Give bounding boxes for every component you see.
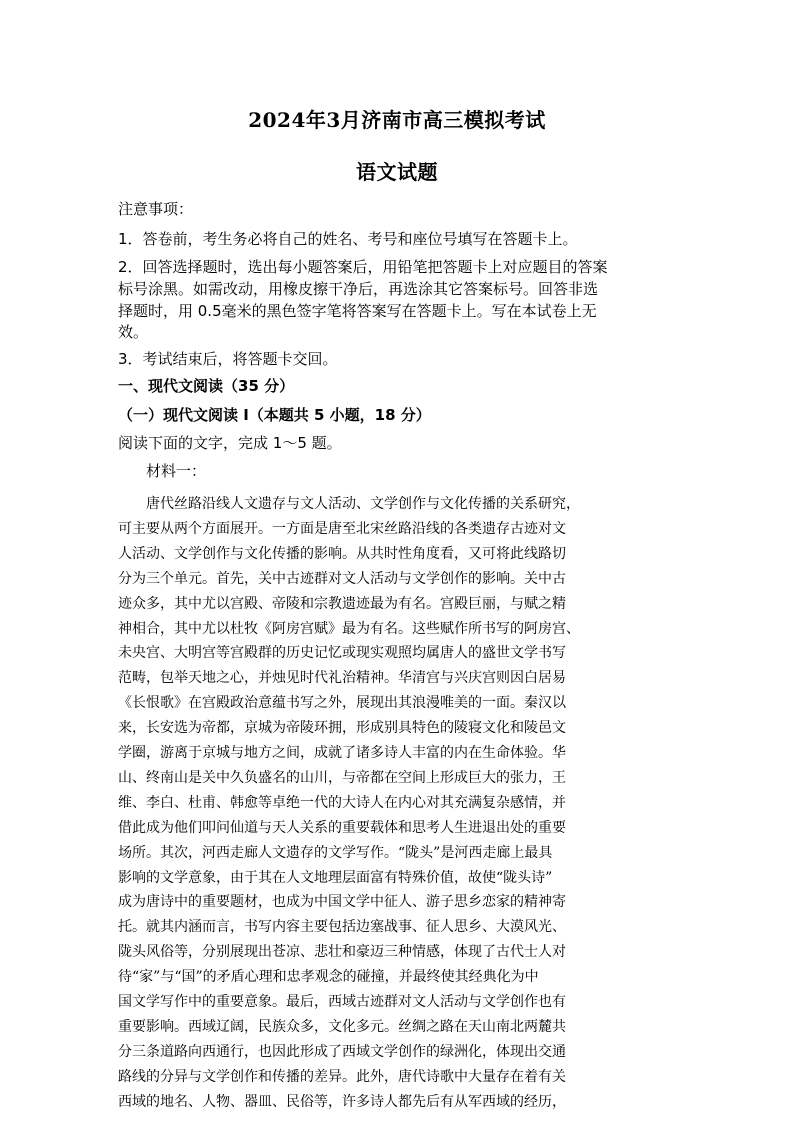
passage-line: 神相合，其中尤以杜牧《阿房宫赋》最为有名。这些赋作所书写的阿房宫、 bbox=[118, 620, 580, 637]
note-line: 标号涂黑。如需改动，用橡皮擦干净后，再选涂其它答案标号。回答非选 bbox=[118, 280, 599, 298]
passage-line: 国文学写作中的重要意象。最后，西域古迹群对文人活动与文学创作也有 bbox=[118, 994, 566, 1010]
passage-line: 学圈，游离于京城与地方之间，成就了诸多诗人丰富的内在生命体验。华 bbox=[118, 745, 566, 761]
passage-line: 陇头风俗等，分别展现出苍凉、悲壮和豪迈三种情感，体现了古代士人对 bbox=[118, 944, 566, 961]
passage-line: 影响的文学意象，由于其在人文地理层面富有特殊价值，故使“陇头诗” bbox=[118, 869, 553, 886]
passage-line: 托。就其内涵而言，书写内容主要包括边塞战事、征人思乡、大漠风光、 bbox=[118, 919, 566, 936]
passage-line: 重要影响。西域辽阔，民族众多，文化多元。丝绸之路在天山南北两麓共 bbox=[118, 1018, 566, 1035]
passage-line: 《长恨歌》在宫殿政治意蕴书写之外，展现出其浪漫唯美的一面。秦汉以 bbox=[118, 695, 566, 712]
passage-line: 维、李白、杜甫、韩愈等卓绝一代的大诗人在内心对其充满复杂感情，并 bbox=[118, 794, 566, 811]
passage-line: 西域的地名、人物、器皿、民俗等，许多诗人都先后有从军西域的经历， bbox=[118, 1093, 566, 1110]
passage-line: 成为唐诗中的重要题材，也成为中国文学中征人、游子思乡恋家的精神寄 bbox=[118, 894, 566, 911]
passage-line: 山、终南山是关中久负盛名的山川，与帝都在空间上形成巨大的张力，王 bbox=[118, 769, 566, 786]
passage-line: 唐代丝路沿线人文遗存与文人活动、文学创作与文化传播的关系研究， bbox=[146, 496, 580, 512]
note-line: 3．考试结束后，将答题卡交回。 bbox=[118, 350, 338, 368]
note-line: 1．答卷前，考生务必将自己的姓名、考号和座位号填写在答题卡上。 bbox=[118, 230, 578, 248]
subsection-heading: （一）现代文阅读 I（本题共 5 小题，18 分） bbox=[118, 406, 431, 424]
passage-line: 借此成为他们叩问仙道与天人关系的重要载体和思考人生进退出处的重要 bbox=[118, 819, 566, 836]
passage-line: 来，长安选为帝都，京城为帝陵环拥，形成别具特色的陵寝文化和陵邑文 bbox=[118, 720, 566, 737]
reading-instruction: 阅读下面的文字，完成 1～5 题。 bbox=[118, 434, 342, 452]
passage-line: 未央宫、大明宫等宫殿群的历史记忆或现实观照均属唐人的盛世文学书写 bbox=[118, 645, 566, 662]
exam-subtitle: 语文试题 bbox=[356, 160, 438, 184]
material-label: 材料一： bbox=[146, 462, 207, 480]
passage-line: 待“家”与“国”的矛盾心理和忠孝观念的碰撞，并最终使其经典化为中 bbox=[118, 969, 539, 986]
passage-line: 分为三个单元。首先，关中古迹群对文人活动与文学创作的影响。关中古 bbox=[118, 570, 566, 587]
passage-line: 人活动、文学创作与文化传播的影响。从共时性角度看，又可将此线路切 bbox=[118, 545, 566, 562]
note-line: 择题时，用 0.5毫米的黑色签字笔将答案写在答题卡上。写在本试卷上无 bbox=[118, 302, 597, 320]
note-line: 效。 bbox=[118, 323, 149, 341]
passage-line: 路线的分异与文学创作和传播的差异。此外，唐代诗歌中大量存在着有关 bbox=[118, 1068, 566, 1085]
passage-line: 分三条道路向西通行，也因此形成了西域文学创作的绿洲化，体现出交通 bbox=[118, 1043, 566, 1060]
notes-heading: 注意事项： bbox=[118, 200, 194, 218]
note-line: 2．回答选择题时，选出每小题答案后，用铅笔把答题卡上对应题目的答案 bbox=[118, 258, 608, 276]
section-heading: 一、现代文阅读（35 分） bbox=[118, 377, 295, 395]
passage-line: 迹众多，其中尤以宫殿、帝陵和宗教遗迹最为有名。宫殿巨丽，与赋之精 bbox=[118, 595, 566, 612]
passage-line: 场所。其次，河西走廊人文遗存的文学写作。“陇头”是河西走廊上最具 bbox=[118, 844, 553, 861]
exam-title: 2024年3月济南市高三模拟考试 bbox=[248, 108, 546, 132]
passage-line: 可主要从两个方面展开。一方面是唐至北宋丝路沿线的各类遗存古迹对文 bbox=[118, 520, 566, 537]
passage-line: 范畴，包举天地之心，并烛见时代礼治精神。华清宫与兴庆宫则因白居易 bbox=[118, 670, 566, 687]
